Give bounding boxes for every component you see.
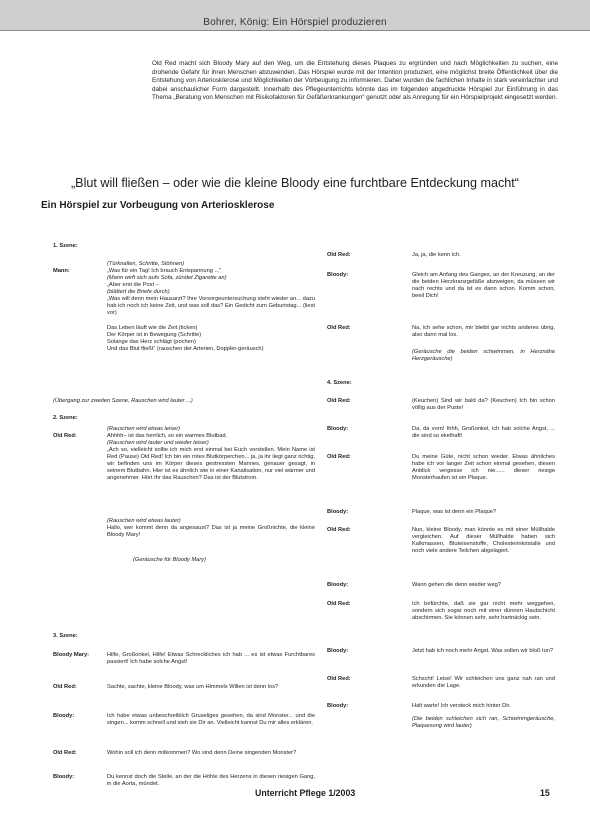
dialogue-text: Hilfe, Großonkel, Hilfe! Etwas Schreckliches ich hab ... es ist etwas Furchtbares passiert! Ich habe solche Angst! [107,652,315,666]
article-subheadline: Ein Hörspiel zur Vorbeugung von Arteriosklerose [41,200,275,211]
dialogue-entry [327,252,555,259]
speaker-name: Bloody: [327,582,349,588]
scene-heading-2 [53,415,315,422]
dialogue-entry [327,601,555,622]
speaker-name: Bloody: [327,703,349,709]
speaker-name: Old Red: [327,325,351,331]
dialogue-entry [327,325,555,339]
right-column [327,0,555,815]
dialogue-entry [327,454,555,482]
dialogue-entry [53,296,315,317]
dialogue-text: Und das Blut fließt“ (rauschen der Arterien, Doppler-geräusch) [107,346,264,352]
speaker-name: Old Red: [327,454,351,460]
dialogue-text: Schscht! Leise! Wir schleichen uns ganz nah ran und erkunden die Lage. [412,676,555,690]
dialogue-entry [53,557,315,564]
running-header: Bohrer, König: Ein Hörspiel produzieren [203,17,387,28]
stage-direction: (Türknallen, Schritte, Stöhnen) [107,261,185,267]
dialogue-text: Plaque, was ist denn ein Plaque? [412,509,497,515]
scene-label: 3. Szene: [53,633,78,639]
dialogue-entry [327,509,555,516]
dialogue-entry [53,525,315,539]
stage-direction: (Mann wirft sich aufs Sofa, zündet Zigarette an) [107,275,227,281]
speaker-name: Old Red: [53,684,77,690]
dialogue-text: (Keuchen) Sind wir bald da? (Keuchen) Ich bin schon völlig aus der Puste! [412,398,555,412]
dialogue-entry [327,703,555,710]
dialogue-entry [327,349,555,363]
dialogue-text: Solange das Herz schlägt (pochen) [107,339,196,345]
stage-direction: (Rauschen wird lauter und wieder leiser) [107,440,209,446]
speaker-name: Mann: [53,268,70,274]
dialogue-entry [327,648,555,655]
dialogue-entry [53,652,315,666]
scene-label: 2. Szene: [53,415,78,421]
stage-direction: (Rauschen wird etwas leiser) [107,426,181,432]
dialogue-text: „Was für ein Tag! Ich brauch Entspannung ...“ [107,268,222,274]
stage-direction: (Die beiden schleichen sich ran, Schwimmgeräusche, Plaquesong wird lauter) [412,716,555,730]
speaker-name: Old Red: [53,750,77,756]
left-column [53,0,315,815]
dialogue-text: „Ach so, vielleicht sollte ich mich erst einmal bei Euch vorstellen. Mein Name ist Red (Pause) Old Red! Ich bin ein rotes Blutkörperchen... ja, ja ihr liegt ganz richtig, wir befinden uns im Körper dieses gestressten Mannes, genauer gesagt, in seinem Blutbahn. Hier ist es ähnlich wie in einer Kanalisation, nur viel wärmer und angenehmer. Hört Ihr das Rauschen? Das ist der Blutstrom. [107,447,316,482]
dialogue-text: Der Körper ist in Bewegung (Schritte) [107,332,202,338]
dialogue-entry [53,774,315,788]
dialogue-text: Nun, kleine Bloody, man könnte es mit einer Müllhalde vergleichen. Auf dieser Müllhalde haben sich Kalkmassen, Bluteisenstoffe, Cholesterinkristalle und noch viele andere Teilchen abgelagert. [412,527,555,555]
footer-journal: Unterricht Pflege 1/2003 [255,788,356,798]
speaker-name: Old Red: [327,676,351,682]
dialogue-text: Wann gehen die denn wieder weg? [412,582,501,588]
dialogue-text: Du meine Güte, nicht schon wieder. Etwas ähnliches habe ich vor langer Zeit schon einmal gesehen, diesen Anblick vergesse ich nie...... dieser riesige Monsterhaufen ist ein Plaque. [412,454,555,482]
dialogue-entry [53,447,315,482]
speaker-name: Bloody: [53,713,75,719]
speaker-name: Old Red: [53,433,77,439]
scene-heading-3 [53,633,315,640]
dialogue-text: Ich befürchte, daß sie gar nicht mehr weggehen, sondern sich sogar noch mit einer dünnen Hautschicht abschirmen. Sie können sehr, sehr hartnäckig sein. [412,601,555,622]
dialogue-entry [53,684,315,691]
speaker-name: Bloody Mary: [53,652,90,658]
dialogue-entry [327,716,555,730]
speaker-name: Bloody: [327,272,349,278]
speaker-name: Old Red: [327,252,351,258]
page-number: 15 [540,788,550,798]
speaker-name: Old Red: [327,398,351,404]
stage-direction: (Übergang zur zweiten Szene, Rauschen wird lauter ...) [53,398,193,404]
dialogue-text: „Aber erst die Post – [107,282,159,288]
scene-heading-1 [53,243,315,250]
intro-paragraph: Old Red macht sich Bloody Mary auf den Weg, um die Entstehung dieses Plaques zu ergründen und nach Möglichkeiten zu suchen, eine drohende Gefahr für ihren Menschen abzuwenden. Das Hörspiel wurde mit der Intention produziert, eine möglichst breite Öffentlichkeit über die Entstehung von Arteriosklerose und Möglichkeiten der Vorbeugung zu informieren. Daher wurden die fachlichen Inhalte in stark vereinfachter und dabei anschaulicher Form dargestellt. Innerhalb des Pflegeunterrichts könnte das im folgenden abgedruckte Hörspiel zur Einführung in das Thema „Beratung von Menschen mit Risikofaktoren für Gefäßerkrankungen“ genutzt oder als Anregung für ein Hörspielprojekt eingesetzt werden. [152,60,558,102]
speaker-name: Bloody: [327,426,349,432]
stage-direction: (blättert die Briefe durch) [107,289,170,295]
scene-label: 1. Szene: [53,243,78,249]
speaker-name: Bloody: [53,774,75,780]
dialogue-entry [53,750,315,757]
dialogue-text: Da, da vorn! Ihhh, Großonkel, ich hab solche Angst, ... die sind so ekelhaft! [412,426,555,440]
speaker-name: Bloody: [327,648,349,654]
dialogue-text: Sachte, sachte, kleine Bloody, was um Himmels Willen ist denn los? [107,684,279,690]
dialogue-text: Du kennst doch die Stelle, an der die Höhle des Herzens in diesen riesigen Gang, in die Aorta, mündet. [107,774,315,788]
speaker-name: Bloody: [327,509,349,515]
scene-transition [53,398,315,405]
dialogue-entry [327,426,555,440]
dialogue-text: Jetzt hab ich noch mehr Angst. Was sollen wir bloß tun? [412,648,554,654]
dialogue-text: Das Leben läuft wie die Zeit (ticken) [107,325,198,331]
dialogue-text: „Was will denn mein Hausarzt? Ihre Vorsorgeuntersuchung steht wieder an... dazu hab ich noch ich keine Zeit, und was soll das? Ein Gedicht zum Geburtstag... (liest vor) [107,296,315,317]
dialogue-text: Hallo, wer kommt denn da angesaust? Das ist ja meine Großnichte, die kleine Bloody Mary! [107,525,315,539]
dialogue-entry [327,676,555,690]
dialogue-text: Gleich am Anfang des Ganges, an der Kreuzung, an der die beiden Herzkranzgefäße abzweigen, da müssen wir nach rechts und da ist es dann schon. Komm schon, beeil Dich! [412,272,555,300]
dialogue-text: Wohin soll ich denn mitkommen? Wo sind denn Deine singenden Monster? [107,750,297,756]
dialogue-text: Na, ich sehe schon, mir bleibt gar nichts anderes übrig, also dann mal los. [412,325,555,339]
speaker-name: Old Red: [327,601,351,607]
article-headline: „Blut will fließen – oder wie die kleine Bloody eine furchtbare Entdeckung macht“ [70,176,519,190]
dialogue-entry [53,346,315,353]
dialogue-text: Halt warte! Ich versteck mich hinter Dir. [412,703,511,709]
dialogue-text: Ahhhh– ist das herrlich, so ein warmes Blutbad. [107,433,228,439]
dialogue-entry [327,527,555,555]
dialogue-entry [327,582,555,589]
scene-heading-4 [327,380,555,387]
stage-direction: (Geräusche für Bloody Mary) [133,557,207,563]
scene-label: 4. Szene: [327,380,352,386]
dialogue-text: Ja, ja, die kenn ich. [412,252,461,258]
dialogue-entry [327,398,555,412]
dialogue-entry [327,272,555,300]
stage-direction: (Geräusche die beiden schwimmen, in Herznähe Herzgeräusche) [412,349,555,363]
stage-direction: (Rauschen wird etwas lauter) [107,518,181,524]
dialogue-text: Ich habe etwas unbeschreiblich Gruseliges gesehen, da sind Monster... und die singen... komm schnell und sieh sie Dir an. Vielleicht kannst Du mir alles erklären. [107,713,315,727]
speaker-name: Old Red: [327,527,351,533]
dialogue-entry [53,713,315,727]
